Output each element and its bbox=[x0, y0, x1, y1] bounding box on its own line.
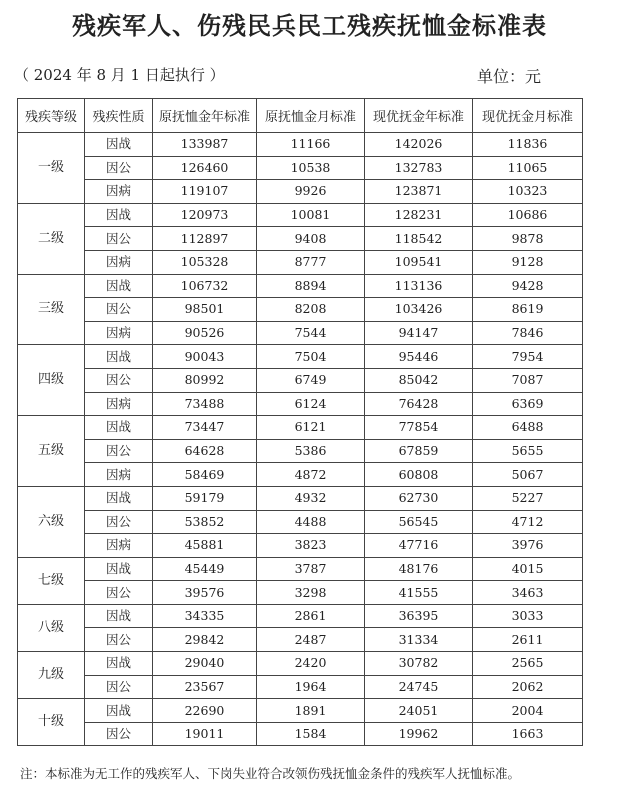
orig-monthly-cell: 8208 bbox=[257, 298, 365, 322]
new-annual-cell: 47716 bbox=[365, 534, 473, 558]
new-monthly-cell: 3976 bbox=[473, 534, 583, 558]
grade-cell: 三级 bbox=[18, 274, 85, 345]
table-row bbox=[18, 227, 583, 251]
nature-cell: 因公 bbox=[85, 227, 153, 251]
orig-annual-cell: 133987 bbox=[153, 133, 257, 157]
nature-cell: 因战 bbox=[85, 486, 153, 510]
new-monthly-cell: 4015 bbox=[473, 557, 583, 581]
orig-monthly-cell: 2861 bbox=[257, 604, 365, 628]
table-row bbox=[18, 604, 583, 628]
nature-cell: 因公 bbox=[85, 510, 153, 534]
nature-cell: 因战 bbox=[85, 699, 153, 723]
table-row bbox=[18, 628, 583, 652]
new-annual-cell: 77854 bbox=[365, 416, 473, 440]
table-row bbox=[18, 416, 583, 440]
col-header-orig-annual: 原抚恤金年标准 bbox=[153, 99, 257, 133]
grade-cell: 十级 bbox=[18, 699, 85, 746]
orig-monthly-cell: 4872 bbox=[257, 463, 365, 487]
new-annual-cell: 30782 bbox=[365, 652, 473, 676]
orig-annual-cell: 106732 bbox=[153, 274, 257, 298]
new-monthly-cell: 8619 bbox=[473, 298, 583, 322]
new-annual-cell: 36395 bbox=[365, 604, 473, 628]
nature-cell: 因战 bbox=[85, 652, 153, 676]
table-row bbox=[18, 133, 583, 157]
orig-annual-cell: 29842 bbox=[153, 628, 257, 652]
grade-cell: 七级 bbox=[18, 557, 85, 604]
orig-monthly-cell: 7544 bbox=[257, 321, 365, 345]
new-annual-cell: 85042 bbox=[365, 368, 473, 392]
orig-annual-cell: 126460 bbox=[153, 156, 257, 180]
new-annual-cell: 41555 bbox=[365, 581, 473, 605]
new-monthly-cell: 9878 bbox=[473, 227, 583, 251]
new-annual-cell: 103426 bbox=[365, 298, 473, 322]
nature-cell: 因病 bbox=[85, 250, 153, 274]
orig-annual-cell: 90043 bbox=[153, 345, 257, 369]
new-annual-cell: 94147 bbox=[365, 321, 473, 345]
new-monthly-cell: 6488 bbox=[473, 416, 583, 440]
orig-annual-cell: 39576 bbox=[153, 581, 257, 605]
nature-cell: 因战 bbox=[85, 604, 153, 628]
new-monthly-cell: 7087 bbox=[473, 368, 583, 392]
new-annual-cell: 128231 bbox=[365, 203, 473, 227]
orig-annual-cell: 112897 bbox=[153, 227, 257, 251]
new-annual-cell: 19962 bbox=[365, 722, 473, 746]
new-annual-cell: 31334 bbox=[365, 628, 473, 652]
nature-cell: 因公 bbox=[85, 675, 153, 699]
nature-cell: 因病 bbox=[85, 321, 153, 345]
orig-monthly-cell: 9926 bbox=[257, 180, 365, 204]
new-annual-cell: 123871 bbox=[365, 180, 473, 204]
table-row bbox=[18, 463, 583, 487]
effective-date: （ 2024 年 8 月 1 日起执行 ） bbox=[14, 66, 225, 84]
orig-monthly-cell: 8777 bbox=[257, 250, 365, 274]
new-annual-cell: 95446 bbox=[365, 345, 473, 369]
new-monthly-cell: 3463 bbox=[473, 581, 583, 605]
nature-cell: 因公 bbox=[85, 581, 153, 605]
new-monthly-cell: 11065 bbox=[473, 156, 583, 180]
nature-cell: 因战 bbox=[85, 274, 153, 298]
grade-cell: 四级 bbox=[18, 345, 85, 416]
new-monthly-cell: 6369 bbox=[473, 392, 583, 416]
new-monthly-cell: 7846 bbox=[473, 321, 583, 345]
new-monthly-cell: 9428 bbox=[473, 274, 583, 298]
table-row bbox=[18, 368, 583, 392]
orig-monthly-cell: 9408 bbox=[257, 227, 365, 251]
new-annual-cell: 24745 bbox=[365, 675, 473, 699]
new-monthly-cell: 11836 bbox=[473, 133, 583, 157]
orig-monthly-cell: 1891 bbox=[257, 699, 365, 723]
new-annual-cell: 48176 bbox=[365, 557, 473, 581]
orig-monthly-cell: 6124 bbox=[257, 392, 365, 416]
col-header-grade: 残疾等级 bbox=[18, 99, 85, 133]
orig-monthly-cell: 6749 bbox=[257, 368, 365, 392]
grade-cell: 六级 bbox=[18, 486, 85, 557]
new-monthly-cell: 10686 bbox=[473, 203, 583, 227]
new-annual-cell: 76428 bbox=[365, 392, 473, 416]
orig-monthly-cell: 10538 bbox=[257, 156, 365, 180]
table-row bbox=[18, 321, 583, 345]
table-row bbox=[18, 675, 583, 699]
orig-annual-cell: 98501 bbox=[153, 298, 257, 322]
table-row bbox=[18, 180, 583, 204]
table-row bbox=[18, 250, 583, 274]
unit-label: 单位：元 bbox=[476, 67, 541, 86]
table-row bbox=[18, 274, 583, 298]
col-header-orig-monthly: 原抚恤金月标准 bbox=[257, 99, 365, 133]
orig-annual-cell: 22690 bbox=[153, 699, 257, 723]
orig-annual-cell: 73488 bbox=[153, 392, 257, 416]
table-row bbox=[18, 298, 583, 322]
orig-annual-cell: 45449 bbox=[153, 557, 257, 581]
orig-annual-cell: 80992 bbox=[153, 368, 257, 392]
orig-monthly-cell: 3823 bbox=[257, 534, 365, 558]
col-header-nature: 残疾性质 bbox=[85, 99, 153, 133]
orig-annual-cell: 90526 bbox=[153, 321, 257, 345]
new-monthly-cell: 4712 bbox=[473, 510, 583, 534]
grade-cell: 一级 bbox=[18, 133, 85, 204]
table-row bbox=[18, 486, 583, 510]
orig-annual-cell: 34335 bbox=[153, 604, 257, 628]
new-monthly-cell: 2004 bbox=[473, 699, 583, 723]
nature-cell: 因战 bbox=[85, 133, 153, 157]
orig-monthly-cell: 10081 bbox=[257, 203, 365, 227]
nature-cell: 因战 bbox=[85, 416, 153, 440]
table-row bbox=[18, 699, 583, 723]
col-header-new-monthly: 现优抚金月标准 bbox=[473, 99, 583, 133]
nature-cell: 因公 bbox=[85, 439, 153, 463]
new-monthly-cell: 9128 bbox=[473, 250, 583, 274]
orig-monthly-cell: 2420 bbox=[257, 652, 365, 676]
nature-cell: 因战 bbox=[85, 557, 153, 581]
new-monthly-cell: 1663 bbox=[473, 722, 583, 746]
grade-cell: 八级 bbox=[18, 604, 85, 651]
new-monthly-cell: 2565 bbox=[473, 652, 583, 676]
nature-cell: 因公 bbox=[85, 722, 153, 746]
orig-annual-cell: 58469 bbox=[153, 463, 257, 487]
new-annual-cell: 62730 bbox=[365, 486, 473, 510]
nature-cell: 因公 bbox=[85, 368, 153, 392]
orig-annual-cell: 19011 bbox=[153, 722, 257, 746]
pension-table bbox=[17, 98, 583, 746]
orig-annual-cell: 64628 bbox=[153, 439, 257, 463]
new-annual-cell: 118542 bbox=[365, 227, 473, 251]
new-annual-cell: 24051 bbox=[365, 699, 473, 723]
col-header-new-annual: 现优抚金年标准 bbox=[365, 99, 473, 133]
table-row bbox=[18, 510, 583, 534]
nature-cell: 因公 bbox=[85, 298, 153, 322]
table-header-row bbox=[18, 99, 583, 133]
table-row bbox=[18, 722, 583, 746]
new-monthly-cell: 2611 bbox=[473, 628, 583, 652]
nature-cell: 因公 bbox=[85, 628, 153, 652]
table-row bbox=[18, 581, 583, 605]
new-annual-cell: 109541 bbox=[365, 250, 473, 274]
new-annual-cell: 56545 bbox=[365, 510, 473, 534]
new-annual-cell: 67859 bbox=[365, 439, 473, 463]
new-annual-cell: 142026 bbox=[365, 133, 473, 157]
orig-annual-cell: 119107 bbox=[153, 180, 257, 204]
new-annual-cell: 132783 bbox=[365, 156, 473, 180]
nature-cell: 因战 bbox=[85, 203, 153, 227]
table-row bbox=[18, 439, 583, 463]
nature-cell: 因公 bbox=[85, 156, 153, 180]
orig-annual-cell: 59179 bbox=[153, 486, 257, 510]
nature-cell: 因战 bbox=[85, 345, 153, 369]
orig-annual-cell: 53852 bbox=[153, 510, 257, 534]
orig-monthly-cell: 5386 bbox=[257, 439, 365, 463]
new-monthly-cell: 5067 bbox=[473, 463, 583, 487]
table-row bbox=[18, 156, 583, 180]
nature-cell: 因病 bbox=[85, 534, 153, 558]
new-monthly-cell: 2062 bbox=[473, 675, 583, 699]
orig-monthly-cell: 4488 bbox=[257, 510, 365, 534]
orig-annual-cell: 120973 bbox=[153, 203, 257, 227]
new-monthly-cell: 10323 bbox=[473, 180, 583, 204]
new-annual-cell: 60808 bbox=[365, 463, 473, 487]
table-row bbox=[18, 557, 583, 581]
orig-annual-cell: 73447 bbox=[153, 416, 257, 440]
new-annual-cell: 113136 bbox=[365, 274, 473, 298]
grade-cell: 五级 bbox=[18, 416, 85, 487]
orig-monthly-cell: 1964 bbox=[257, 675, 365, 699]
table-row bbox=[18, 203, 583, 227]
orig-monthly-cell: 1584 bbox=[257, 722, 365, 746]
nature-cell: 因病 bbox=[85, 463, 153, 487]
orig-monthly-cell: 11166 bbox=[257, 133, 365, 157]
new-monthly-cell: 5655 bbox=[473, 439, 583, 463]
orig-monthly-cell: 4932 bbox=[257, 486, 365, 510]
table-row bbox=[18, 345, 583, 369]
footnote: 注：本标准为无工作的残疾军人、下岗失业符合改领伤残抚恤金条件的残疾军人抚恤标准。 bbox=[20, 766, 521, 781]
nature-cell: 因病 bbox=[85, 392, 153, 416]
page-title: 残疾军人、伤残民兵民工残疾抚恤金标准表 bbox=[72, 11, 547, 40]
table-row bbox=[18, 534, 583, 558]
new-monthly-cell: 7954 bbox=[473, 345, 583, 369]
grade-cell: 九级 bbox=[18, 652, 85, 699]
orig-annual-cell: 29040 bbox=[153, 652, 257, 676]
orig-monthly-cell: 2487 bbox=[257, 628, 365, 652]
orig-annual-cell: 23567 bbox=[153, 675, 257, 699]
orig-monthly-cell: 8894 bbox=[257, 274, 365, 298]
orig-monthly-cell: 6121 bbox=[257, 416, 365, 440]
grade-cell: 二级 bbox=[18, 203, 85, 274]
table-row bbox=[18, 652, 583, 676]
orig-monthly-cell: 3787 bbox=[257, 557, 365, 581]
new-monthly-cell: 5227 bbox=[473, 486, 583, 510]
orig-monthly-cell: 3298 bbox=[257, 581, 365, 605]
nature-cell: 因病 bbox=[85, 180, 153, 204]
orig-monthly-cell: 7504 bbox=[257, 345, 365, 369]
table-row bbox=[18, 392, 583, 416]
orig-annual-cell: 45881 bbox=[153, 534, 257, 558]
new-monthly-cell: 3033 bbox=[473, 604, 583, 628]
orig-annual-cell: 105328 bbox=[153, 250, 257, 274]
